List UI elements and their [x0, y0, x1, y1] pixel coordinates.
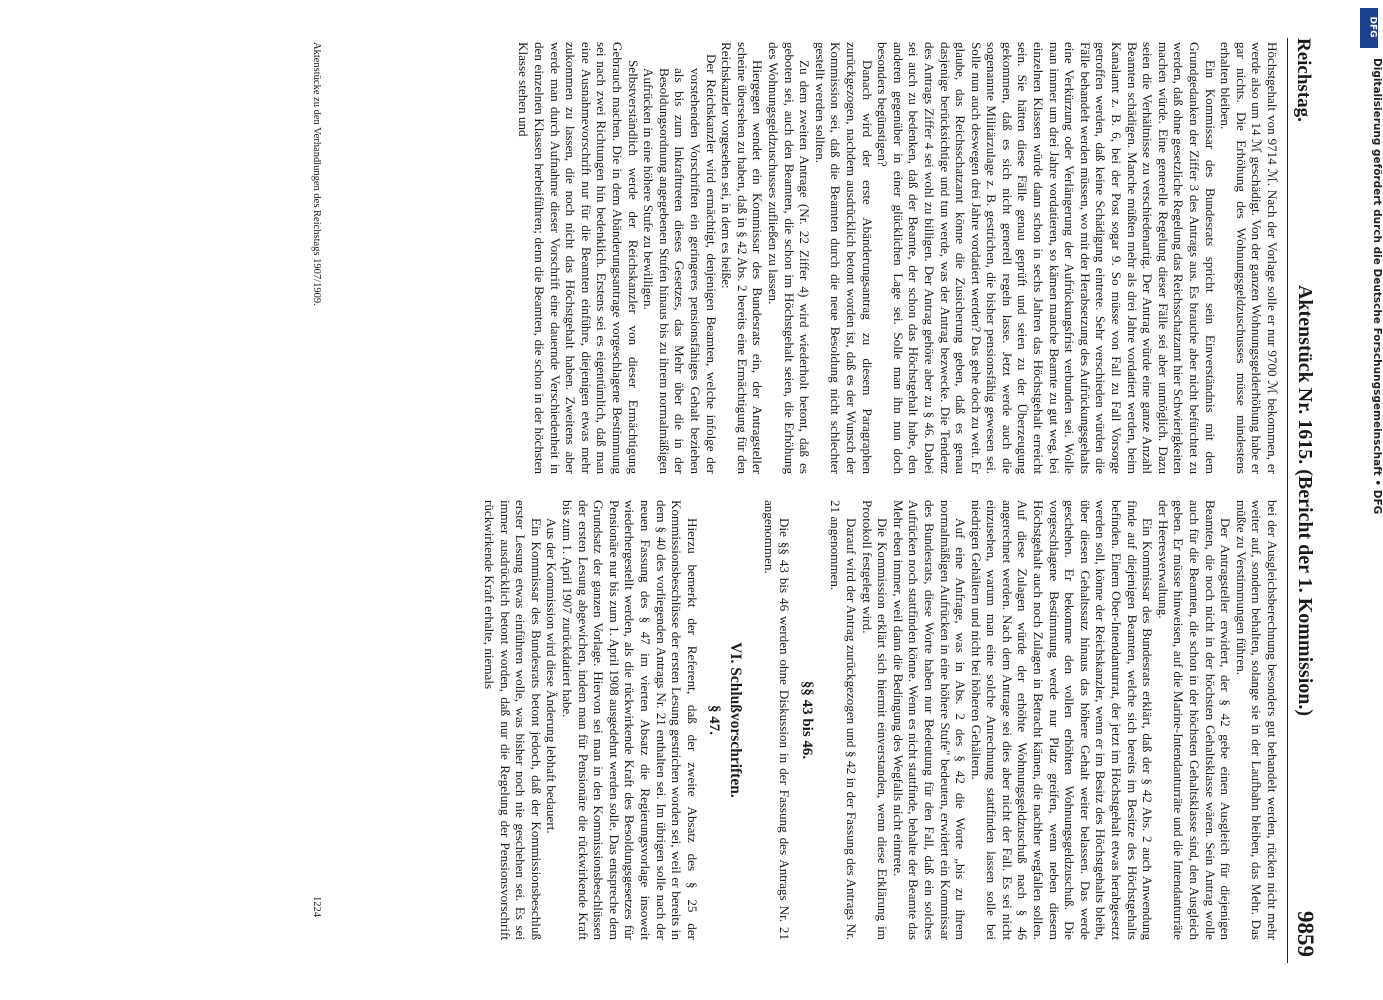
quoted-provision: Der Reichskanzler wird ermächtigt, denjenigen Beamten, welche infolge der vorstehenden Vorschriften ein geringeres pensionsfähiges Gehalt beziehen als bis zum Inkrafttreten dieses Gesetzes, das Mehr über die in der Besoldungsordnung angegebenen Stufen hinaus bis zu ihrem normalmäßigen Aufrücken in eine höhere Stufe zu bewilligen. — [641, 54, 719, 474]
digitization-sidebar — [1356, 0, 1383, 1000]
document-sheet — [22, 38, 1322, 963]
text-paragraph: Danach wird der erste Abänderungsantrag zu diesem Paragraphen zurückgezogen, nachdem ausdrücklich betont worden ist, daß es der Wunsch der Kommission sei, daß die Beamten durch die neue Besoldung nicht schlechter gestellt werden sollten. — [812, 42, 875, 474]
left-column — [516, 42, 1280, 474]
text-paragraph: Höchstgehalt von 9714 ℳ. Nach der Vorlage solle er nur 9700 ℳ bekommen, er werde also um 14 ℳ geschädigt. Von der ganzen Wohnungsgelderhöhung habe er gar nichts. Die Erhöhung des Wohnungsgeldzuschusses müsse mindestens erhalten bleiben. — [1218, 42, 1280, 474]
right-column — [482, 500, 1281, 940]
page-number: 9859 — [1293, 911, 1318, 957]
digitization-credit: Digitalisierung gefördert durch die Deutsche Forschungsgemeinschaft • DFG — [1371, 58, 1383, 515]
text-paragraph: Der Antragsteller erwidert, der § 42 gebe einen Ausgleich für diejenigen Beamten, die noch nicht in der höchsten Gehaltsklasse wären. Sein Antrag wolle auch für die Beamten, die schon in der höchsten Gehaltsklasse sind, den Ausgleich geben. Er müsse hinweisen, auf die Marine-Intendanturräte und die Intendanturräte der Heeresverwaltung. — [1155, 500, 1234, 940]
text-paragraph: Auf eine Anfrage, was in Abs. 2 des § 42 die Worte „bis zu ihrem normalmäßigen Aufrücken in eine höhere Stufe" bedeuten, erwidert ein Kommissar des Bundesrats, diese Worte haben nur Bedeutung für den Fall, daß ein solches Aufrücken noch stattfinden könne. Wenn es nicht stattfinde, behalte der Beamte das Mehr eben immer, weil dann die Bedingung des Wegfalls nicht eintrete. — [890, 500, 969, 940]
text-paragraph: Die Kommission erklärt sich hiermit einverstanden, wenn diese Erklärung im Protokoll festgelegt wird. — [859, 500, 891, 940]
header-left: Reichstag. — [1293, 38, 1314, 122]
spacer — [820, 500, 828, 940]
text-paragraph: Hierzu bemerkt der Referent, daß der zweite Absatz des § 25 der Kommissionsbeschlüsse der ersten Lesung gestrichen worden sei, weil er bereits in dem § 40 des vorliegenden Antrags Nr. 21 enthalten sei. Im übrigen solle nach der neuen Fassung des § 47 im vierten Absatz die Regierungsvorlage insoweit wiederhergestellt werden, als die rückwirkende Kraft des Besoldungsgesetzes für Pensionäre nur bis zum 1. April 1908 ausgedehnt werden solle. Das entspreche dem Grundsatz der ganzen Vorlage. Hiervon sei man in den Kommissionsbeschlüssen der ersten Lesung abgewichen, indem man für Pensionäre die rückwirkende Kraft bis zum 1. April 1907 zurückdatiert habe. — [560, 500, 700, 940]
signature-number: 1224 — [311, 896, 322, 917]
text-paragraph: Aus der Kommission wird diese Änderung lebhaft bedauert. — [544, 518, 560, 834]
header-title: Aktenstück Nr. 1615. (Bericht der 1. Kommission.) — [1294, 284, 1316, 717]
text-paragraph: Ein Kommissar des Bundesrats erklärt, daß der § 42 Abs. 2 auch Anwendung finde auf diejenigen Beamten, welche sich bereits im Besitze des Höchstgehalts befinden. Einem Ober-Intendanturrat, der jetzt im Höchstgehalt etwas herabgesetzt werden soll, könne der Reichskanzler, wenn er im Besitz des Höchstgehalts bleibt, über diesen Gehaltssatz hinaus das höhere Gehalt weiter belassen. Das werde geschehen. Er bekomme den vollen erhöhten Wohnungsgeldzuschuß. Die vorgeschlagene Bestimmung werde nur Platz greifen, wenn neben diesem Höchstgehalt auch noch Zulagen in Betracht kämen, die nachher wegfallen sollen. Auf diese Zulagen würde der erhöhte Wohnungsgeldzuschuß nach § 46 angerechnet werden. Nach dem Antrage sei dies aber nicht der Fall. Es sei nicht einzusehen, warum man eine solche Anrechnung stattfinden lassen solle bei niedrigen Gehältern und nicht bei höheren Gehältern. — [968, 500, 1156, 940]
text-paragraph: Ein Kommissar des Bundesrats spricht sein Einverständnis mit dem Grundgedanken der Ziffer 3 des Antrags aus. Es brauche aber nicht befürchtet zu werden, daß ohne gesetzliche Regelung das Reichsschatzamt hier Schwierigkeiten machen würde. Eine generelle Regelung dieser Fälle sei aber unmöglich. Dazu seien die Verhältnisse zu verschiedenartig. Der Antrag würde eine ganze Anzahl Beamten schädigen. Manche müßten mehr als drei Jahre vordatiert werden, beim Kanalamt z. B. 6, bei der Post sogar 9. So müsse von Fall zu Fall Vorsorge getroffen werden, daß keine Schädigung eintrete. Sehr verschieden würden die Fälle behandelt werden müssen, wo mit der Herabsetzung des Aufrückungsgehalts eine Verkürzung oder Verlängerung der Aufrückungsfrist verbunden sei. Wolle man immer um drei Jahre vordatieren, so kämen manche Beamte zu gut weg, bei einzelnen Klassen würde dann schon in sechs Jahren das Höchstgehalt erreicht sein. Sie hätten diese Fälle genau geprüft und seien zu der Überzeugung gekommen, daß es sich nicht generell regeln lasse. Jetzt werde auch die sogenannte Militärzulage z. B. gestrichen, die bisher pensionsfähig gewesen sei. Solle nun auch deswegen drei Jahre vordatiert werden? Das gehe doch zu weit. Er glaube, das Reichsschatzamt könne die Zusicherung geben, daß es genau dasjenige berücksichtige und tun werde, was der Antrag bezwecke. Die Tendenz des Antrags Ziffer 4 sei wohl zu billigen. Der Antrag gehöre aber zu § 46. Dabei sei auch zu bedenken, daß der Beamte, der schon das Höchstgehalt habe, den anderen gegenüber in einer glücklichen Lage sei. Solle man ihn nun doch besonders begünstigen? — [875, 42, 1218, 474]
footer-note: Aktenstücke zu den Verhandlungen des Reichstags 1907/1909. — [311, 42, 322, 306]
page-header — [1287, 38, 1322, 963]
text-paragraph: bei der Ausgleichsberechnung besonders gut behandelt werden, rücken nicht mehr weiter auf, sondern behalten, solange sie in der Laufbahn bleiben, das Mehr. Das müßte zu Verstimmungen führen. — [1233, 500, 1280, 940]
section-heading: VI. Schlußvorschriften. — [727, 642, 744, 798]
paragraph-heading: § 47. — [706, 705, 723, 735]
text-paragraph: Hiergegen wendet ein Kommissar des Bundesrats ein, der Antragsteller scheine übersehen zu haben, daß in § 42 Abs. 2 bereits eine Ermächtigung für den Reichskanzler vorgesehen sei, in dem es heiße: — [719, 42, 766, 474]
text-paragraph: Ein Kommissar des Bundesrats betont jedoch, daß der Kommissionsbeschluß erster Lesung etwas einführen wolle, was bisher noch nie geschehen sei. Es sei immer ausdrücklich betont worden, daß nur die Regelung der Pensionsvorschrift rückwirkende Kraft erhalte, niemals — [482, 500, 544, 940]
text-paragraph: Zu dem zweiten Antrage (Nr. 22 Ziffer 4) wird wiederholt betont, daß es geboten sei, auch den Beamten, die schon im Höchstgehalt seien, die Erhöhung des Wohnungsgeldzuschusses zufließen zu lassen. — [766, 42, 813, 474]
text-paragraph: Darauf wird der Antrag zurückgezogen und § 42 in der Fassung des Antrags Nr. 21 angenommen. — [828, 500, 859, 940]
spacer — [753, 500, 761, 940]
text-paragraph: Die §§ 43 bis 46 werden ohne Diskussion in der Fassung des Antrags Nr. 21 angenommen. — [761, 500, 793, 940]
text-paragraph: Selbstverständlich werde der Reichskanzler von dieser Ermächtigung Gebrauch machen. Die in dem Abänderungsantrage vorgeschlagene Bestimmung sei nach zwei Richtungen hin bedenklich. Erstens sei es eigentümlich, daß man eine Ausnahmevorschrift nur für die Beamten einführe, diejenigen etwas mehr zukommen zu lassen, die noch nicht das Höchstgehalt haben. Zweitens aber werde man durch Aufnahme dieser Vorschrift eine dauernde Verschiedenheit in den einzelnen Klassen herbeiführen; denn die Beamten, die schon in der höchsten Klasse stehen und — [516, 42, 641, 474]
dfg-logo-icon: DFG — [1360, 8, 1378, 48]
paragraph-heading: §§ 43 bis 46. — [798, 680, 815, 760]
